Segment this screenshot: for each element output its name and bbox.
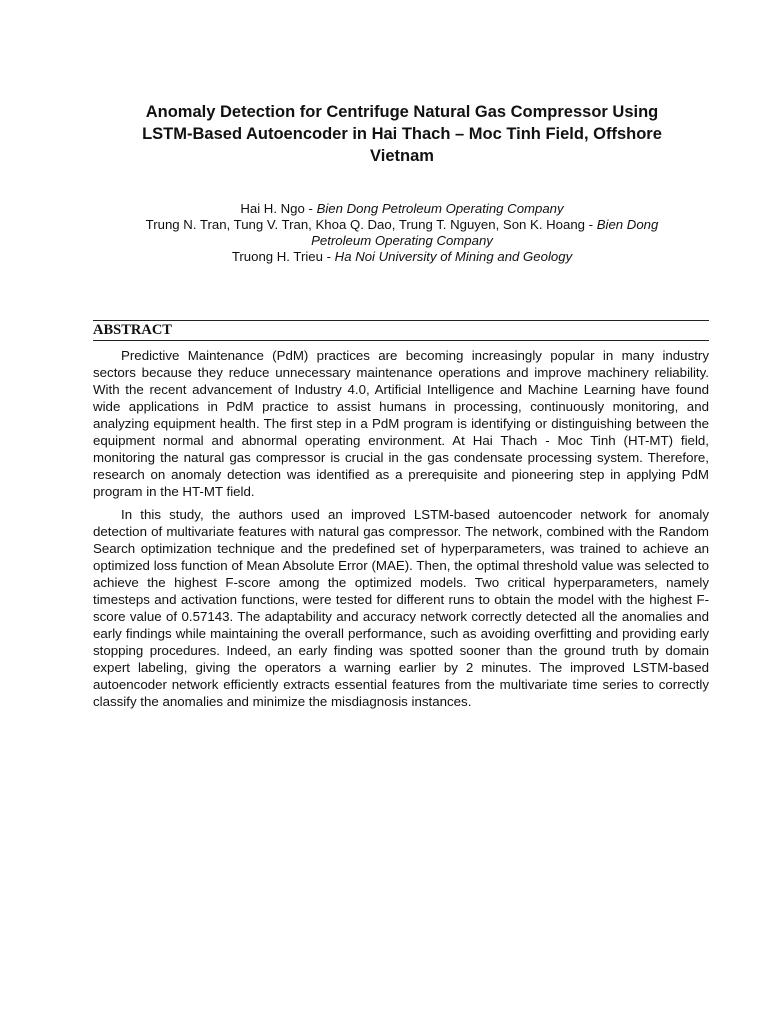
abstract-paragraph: Predictive Maintenance (PdM) practices are becoming increasingly popular in many industry sectors because they reduce unnecessary maintenance operations and improve machinery reliability. With the recent advancement of Industry 4.0, Artificial Intelligence and Machine Learning have found wide applications in PdM practice to assist humans in processing, continuously monitoring, and analyzing equipment health. The first step in a PdM program is identifying or distinguishing between the equipment normal and abnormal operating environment. At Hai Thach - Moc Tinh (HT-MT) field, monitoring the natural gas compressor is crucial in the gas condensate processing system. Therefore, research on anomaly detection was identified as a prerequisite and pioneering step in applying PdM program in the HT-MT field.	[93, 348, 709, 499]
author-names: Trung N. Tran, Tung V. Tran, Khoa Q. Dao, Trung T. Nguyen, Son K. Hoang -	[145, 217, 597, 232]
author-block	[100, 201, 704, 265]
author-affiliation: Bien Dong Petroleum Operating Company	[316, 201, 564, 216]
author-affiliation: Bien Dong	[596, 217, 659, 232]
author-line	[100, 217, 704, 233]
title-line: Vietnam	[370, 147, 434, 165]
title-line: Anomaly Detection for Centrifuge Natural Gas Compressor Using	[145, 103, 659, 121]
author-names: Hai H. Ngo -	[240, 201, 317, 216]
abstract-paragraph: In this study, the authors used an improved LSTM-based autoencoder network for anomaly detection of multivariate features with natural gas compressor. The network, combined with the Random Search optimization technique and the predefined set of hyperparameters, was trained to achieve an optimized loss function of Mean Absolute Error (MAE). Then, the optimal threshold value was selected to achieve the highest F-score among the optimized models. Two critical hyperparameters, namely timesteps and activation functions, were tested for different runs to obtain the model with the highest F-score value of 0.57143. The adaptability and accuracy network correctly detected all the anomalies and early findings while maintaining the overall performance, such as avoiding overfitting and providing early stopping procedures. Indeed, an early finding was spotted sooner than the ground truth by domain expert labeling, giving the operators a warning earlier by 2 minutes. The improved LSTM-based autoencoder network efficiently extracts essential features from the multivariate time series to correctly classify the anomalies and minimize the misdiagnosis instances.	[93, 507, 709, 709]
author-names: Truong H. Trieu -	[231, 249, 335, 264]
author-line	[100, 201, 704, 217]
abstract-body	[93, 347, 709, 716]
author-line	[100, 249, 704, 265]
author-line	[100, 233, 704, 249]
author-affiliation: Ha Noi University of Mining and Geology	[334, 249, 573, 264]
title-line: LSTM-Based Autoencoder in Hai Thach – Moc Tinh Field, Offshore	[142, 125, 662, 143]
abstract-heading: ABSTRACT	[93, 320, 709, 341]
paper-title	[100, 101, 704, 167]
author-affiliation: Petroleum Operating Company	[311, 233, 493, 248]
